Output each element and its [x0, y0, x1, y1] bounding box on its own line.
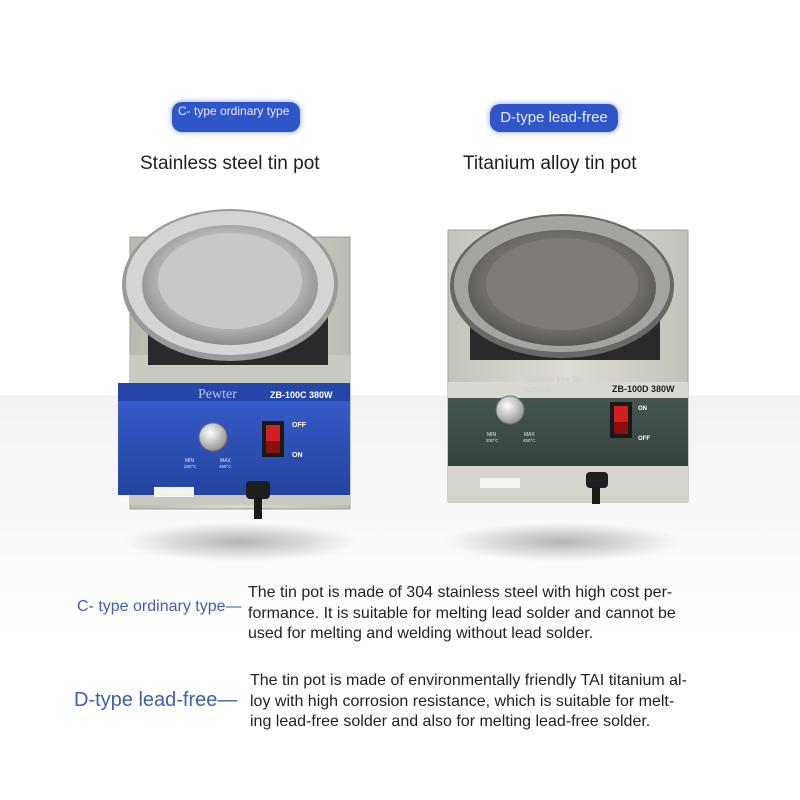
c-type-badge: C- type ordinary type	[172, 102, 300, 132]
stainless-steel-title: Stainless steel tin pot	[140, 153, 320, 174]
product-c-brand: Pewter	[198, 387, 237, 402]
product-d-knob-min-temp: 200°C	[486, 438, 499, 443]
product-c-switch-off: OFF	[292, 422, 306, 429]
product-d-knob-min: MIN	[487, 432, 497, 438]
product-c-switch-on: ON	[292, 452, 303, 459]
d-desc-line: The tin pot is made of environmentally friendly TAI titanium al-	[250, 672, 687, 689]
d-type-description	[250, 671, 750, 733]
product-c-image	[118, 205, 358, 525]
d-desc-line: ing lead-free solder and also for melting lead-free solder.	[250, 713, 651, 730]
product-d-brand-2: furnace	[524, 385, 551, 394]
c-desc-line: The tin pot is made of 304 stainless steel with high cost per-	[248, 584, 673, 601]
product-c-knob-max-temp: 450°C	[219, 464, 232, 469]
product-d-knob-max: MAX	[524, 432, 535, 438]
product-d-brand: Titanium free tin	[524, 375, 582, 384]
product-d-shadow	[442, 522, 682, 562]
c-desc-line: formance. It is suitable for melting lead solder and cannot be	[248, 604, 676, 622]
d-type-label: D-type lead-free—	[74, 689, 238, 711]
product-c-model: ZB-100C 380W	[270, 390, 333, 400]
d-type-badge: D-type lead-free	[490, 104, 618, 132]
product-c-knob-max: MAX	[220, 458, 231, 464]
c-type-label: C- type ordinary type—	[77, 598, 242, 615]
c-type-description	[248, 583, 748, 645]
product-d-switch-bottom: OFF	[638, 436, 650, 442]
product-c-knob-min-temp: 200°C	[184, 464, 197, 469]
titanium-alloy-title: Titanium alloy tin pot	[463, 153, 637, 174]
product-d-knob-max-temp: 450°C	[523, 438, 536, 443]
product-d-image	[440, 210, 690, 520]
product-c-knob-min: MIN	[185, 458, 195, 464]
product-d-switch-top: ON	[638, 406, 647, 412]
d-desc-line: loy with high corrosion resistance, which is suitable for melt-	[250, 692, 675, 710]
product-d-model: ZB-100D 380W	[612, 384, 675, 394]
product-c-shadow	[120, 522, 360, 562]
c-desc-line: used for melting and welding without lead solder.	[248, 625, 594, 642]
